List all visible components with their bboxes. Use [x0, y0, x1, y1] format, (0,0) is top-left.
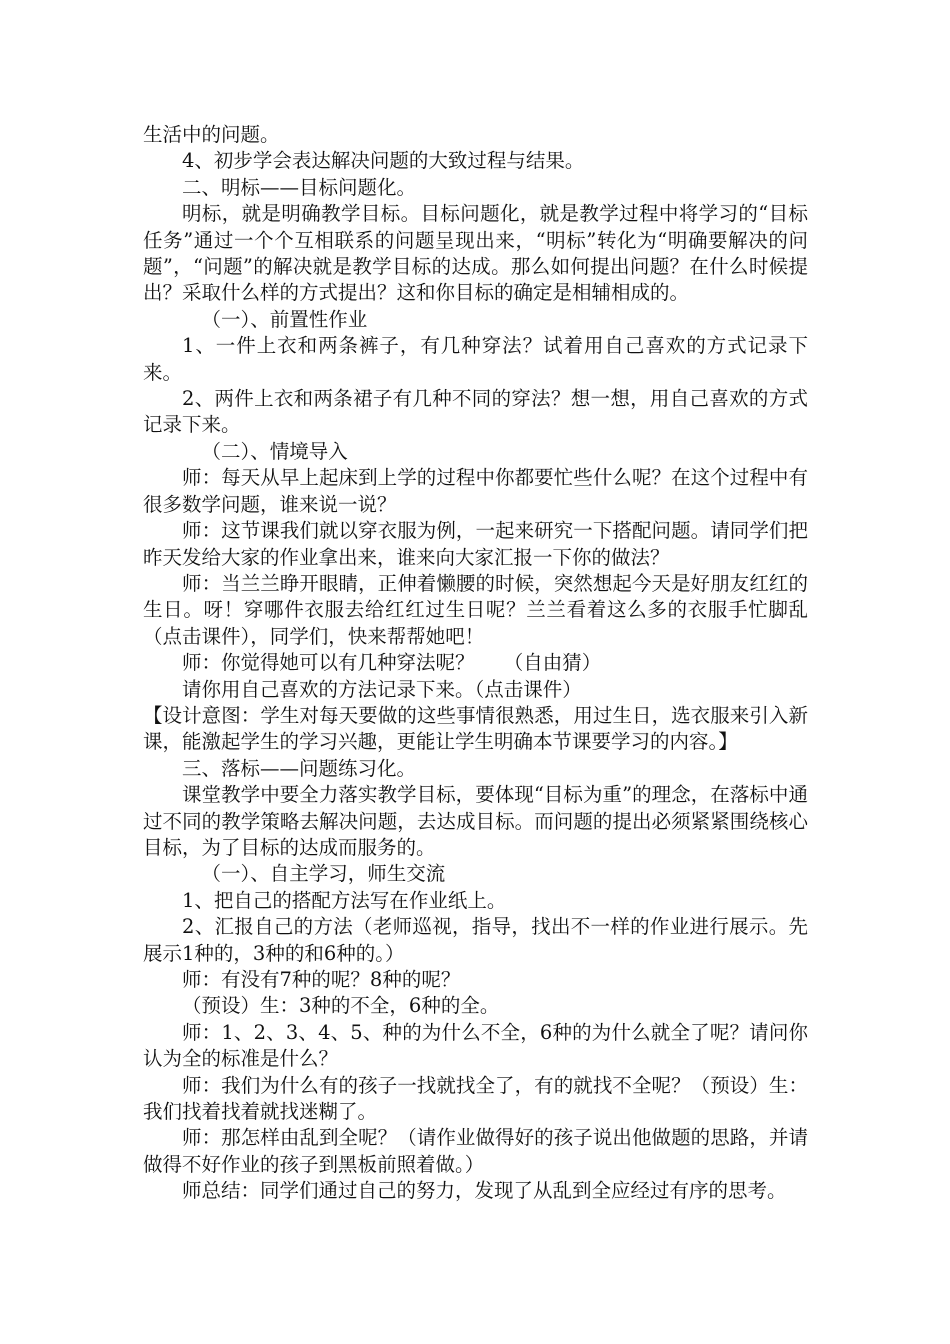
instruction-line: 请你用自己喜欢的方法记录下来。（点击课件）	[182, 677, 582, 701]
study-item-1: 1、把自己的搭配方法写在作业纸上。	[182, 888, 507, 912]
teacher-line-2: 师：这节课我们就以穿衣服为例，一起来研究一下搭配问题。请同学们把昨天发给大家的作业拿出来，谁来向大家汇报一下你的做法？	[143, 519, 808, 569]
homework-item-1: 1、一件上衣和两条裤子，有几种穿法？试着用自己喜欢的方式记录下来。	[143, 334, 808, 384]
design-intent-note: 【设计意图：学生对每天要做的这些事情很熟悉，用过生日，选衣服来引入新课，能激起学生的学习兴趣，更能让学生明确本节课要学习的内容。】	[143, 703, 808, 754]
teacher-line-4: 师：你觉得她可以有几种穿法呢？ （自由猜）	[182, 651, 602, 675]
subheading-preview-homework: （一）、前置性作业	[201, 307, 368, 331]
document-page	[143, 122, 808, 1205]
paragraph-continuation: 生活中的问题。	[143, 123, 280, 146]
section-heading-2: 二、明标——目标问题化。	[182, 175, 417, 199]
teacher-summary: 师总结：同学们通过自己的努力，发现了从乱到全应经过有序的思考。	[182, 1179, 787, 1203]
teacher-line-6: 师：1、2、3、4、5、种的为什么不全，6种的为什么就全了呢？请问你认为全的标准是什么？	[143, 1020, 808, 1071]
teacher-line-7: 师：我们为什么有的孩子一找就找全了，有的就找不全呢？（预设）生：我们找着找着就找迷糊了。	[143, 1073, 808, 1124]
section-heading-3: 三、落标——问题练习化。	[182, 756, 417, 780]
subheading-self-study: （一）、自主学习，师生交流	[201, 862, 446, 886]
teacher-line-1: 师：每天从早上起床到上学的过程中你都要忙些什么呢？在这个过程中有很多数学问题，谁来说一说？	[143, 466, 808, 516]
paragraph-mingbiao: 明标，就是明确教学目标。目标问题化，就是教学过程中将学习的“目标任务”通过一个个互相联系的问题呈现出来，“明标”转化为“明确要解决的问题”，“问题”的解决就是教学目标的达成。那么如何提出问题？在什么时候提出？采取什么样的方式提出？这和你目标的确定是相辅相成的。	[143, 202, 808, 305]
paragraph-luobiao: 课堂教学中要全力落实教学目标，要体现“目标为重”的理念，在落标中通过不同的教学策略去解决问题，去达成目标。而问题的提出必须紧紧围绕核心目标，为了目标的达成而服务的。	[143, 783, 808, 859]
study-item-2: 2、汇报自己的方法（老师巡视，指导，找出不一样的作业进行展示。先展示1种的，3种的和6种的。）	[143, 915, 808, 965]
homework-item-2: 2、两件上衣和两条裙子有几种不同的穿法？想一想，用自己喜欢的方式记录下来。	[143, 387, 808, 437]
student-preset-line: （预设）生：3种的不全，6种的全。	[182, 994, 500, 1018]
objective-item-4: 4、初步学会表达解决问题的大致过程与结果。	[182, 149, 585, 173]
teacher-line-8: 师：那怎样由乱到全呢？（请作业做得好的孩子说出他做题的思路，并请做得不好作业的孩子到黑板前照着做。）	[143, 1126, 808, 1176]
teacher-line-5: 师：有没有7种的呢？8种的呢？	[182, 968, 461, 991]
teacher-line-3: 师：当兰兰睁开眼睛，正伸着懒腰的时候，突然想起今天是好朋友红红的生日。呀！穿哪件衣服去给红红过生日呢？兰兰看着这么多的衣服手忙脚乱（点击课件），同学们，快来帮帮她吧！	[143, 571, 808, 648]
subheading-scenario-intro: （二）、情境导入	[201, 439, 348, 463]
